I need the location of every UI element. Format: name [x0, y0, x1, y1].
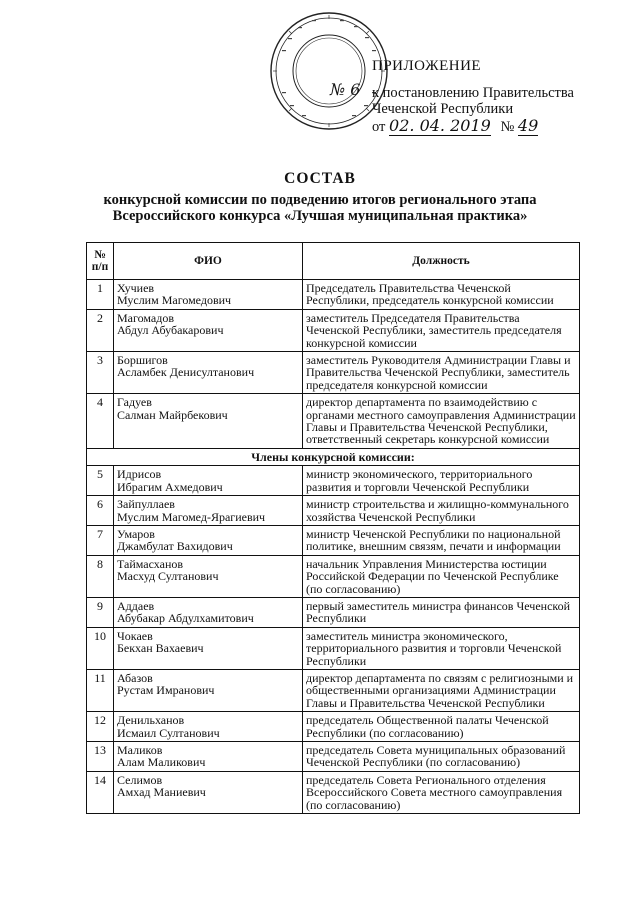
- leaders-body: [87, 280, 580, 449]
- row-surname: Селимов: [117, 772, 163, 787]
- table-row: [87, 525, 580, 555]
- row-number: 10: [87, 627, 114, 669]
- row-name: [114, 352, 303, 394]
- row-surname: Таймасханов: [117, 556, 184, 571]
- row-given-name: Ибрагим Ахмедович: [117, 479, 223, 494]
- row-surname: Хучиев: [117, 281, 155, 295]
- row-name: [114, 597, 303, 627]
- members-section-title: Члены конкурсной комиссии:: [87, 448, 580, 465]
- table-row: [87, 280, 580, 310]
- date-prefix: от: [372, 119, 386, 135]
- row-position: Председатель Правительства Чеченской Республики, председатель конкурсной комиссии: [303, 280, 580, 310]
- row-given-name: Абубакар Абдулхамитович: [117, 611, 254, 626]
- row-given-name: Масхуд Султанович: [117, 569, 219, 584]
- document-subtitle-1: конкурсной комиссии по подведению итогов регионального этапа: [103, 192, 537, 208]
- row-name: [114, 525, 303, 555]
- table-header-row: [87, 243, 580, 280]
- row-position: заместитель Председателя Правительства Чеченской Республики, заместитель председателя конкурсной комиссии: [303, 309, 580, 351]
- decree-date: 02. 04. 2019: [389, 116, 491, 135]
- header-name: ФИО: [114, 243, 303, 280]
- table-row: [87, 309, 580, 351]
- table-row: [87, 597, 580, 627]
- row-given-name: Абдул Абубакарович: [117, 323, 224, 338]
- row-number: 5: [87, 466, 114, 496]
- header-num: № п/п: [87, 243, 114, 280]
- row-number: 1: [87, 280, 114, 310]
- decree-line-1: к постановлению Правительства: [372, 85, 574, 101]
- row-surname: Зайпуллаев: [117, 497, 175, 512]
- row-number: 8: [87, 555, 114, 597]
- row-name: [114, 771, 303, 813]
- row-number: 11: [87, 669, 114, 711]
- table-row: [87, 712, 580, 742]
- row-position: директор департамента по взаимодействию с органами местного самоуправления Администрации Главы и Правительства Чеченской Республики, ответственный секретарь конкурсной комиссии: [303, 394, 580, 449]
- row-name: [114, 309, 303, 351]
- row-position: председатель Совета муниципальных образований Чеченской Республики (по согласованию): [303, 742, 580, 772]
- decree-date-line: [372, 116, 538, 136]
- row-surname: Гадуев: [117, 395, 152, 410]
- document-title: СОСТАВ: [284, 170, 356, 187]
- row-surname: Чокаев: [117, 628, 153, 643]
- table-row: [87, 466, 580, 496]
- document-subtitle-2: Всероссийского конкурса «Лучшая муниципальная практика»: [112, 208, 528, 224]
- row-surname: Маликов: [117, 743, 163, 757]
- members-section-row: [87, 448, 580, 465]
- row-given-name: Исмаил Султанович: [117, 725, 220, 740]
- table-row: [87, 742, 580, 772]
- row-number: 12: [87, 712, 114, 742]
- row-name: [114, 627, 303, 669]
- row-name: [114, 496, 303, 526]
- row-number: 13: [87, 742, 114, 772]
- appendix-number: № 6: [330, 80, 361, 99]
- table-row: [87, 627, 580, 669]
- table-row: [87, 352, 580, 394]
- row-given-name: Муслим Магомед-Ярагиевич: [117, 509, 266, 524]
- row-surname: Боршигов: [117, 353, 168, 368]
- row-given-name: Джамбулат Вахидович: [117, 539, 233, 554]
- row-name: [114, 669, 303, 711]
- table-row: [87, 394, 580, 449]
- row-name: [114, 555, 303, 597]
- decree-line-2: Чеченской Республики: [372, 101, 514, 117]
- appendix-label: ПРИЛОЖЕНИЕ: [372, 58, 482, 74]
- header-position: Должность: [303, 243, 580, 280]
- table-row: [87, 496, 580, 526]
- row-given-name: Алам Маликович: [117, 755, 206, 770]
- row-position: директор департамента по связям с религиозными и общественными организациями Администрации Главы и Правительства Чеченской Республики: [303, 669, 580, 711]
- number-sign: №: [500, 119, 515, 135]
- row-given-name: Рустам Имранович: [117, 683, 215, 698]
- row-surname: Магомадов: [117, 310, 174, 325]
- row-surname: Аддаев: [117, 598, 155, 613]
- row-number: 6: [87, 496, 114, 526]
- row-name: [114, 712, 303, 742]
- row-number: 14: [87, 771, 114, 813]
- row-number: 7: [87, 525, 114, 555]
- row-position: министр Чеченской Республики по национальной политике, внешним связям, печати и информации: [303, 525, 580, 555]
- row-name: [114, 394, 303, 449]
- table-row: [87, 555, 580, 597]
- decree-number: 49: [517, 116, 539, 135]
- row-number: 4: [87, 394, 114, 449]
- row-number: 2: [87, 309, 114, 351]
- members-body: [87, 466, 580, 814]
- row-name: [114, 280, 303, 310]
- row-surname: Умаров: [117, 526, 155, 541]
- commission-table: [86, 242, 580, 814]
- row-position: первый заместитель министра финансов Чеченской Республики: [303, 597, 580, 627]
- row-position: заместитель Руководителя Администрации Главы и Правительства Чеченской Республики, заместитель председателя конкурсной комиссии: [303, 352, 580, 394]
- row-position: начальник Управления Министерства юстиции Российской Федерации по Чеченской Республике (по согласованию): [303, 555, 580, 597]
- row-position: заместитель министра экономического, территориального развития и торговли Чеченской Республики: [303, 627, 580, 669]
- row-position: министр экономического, территориального развития и торговли Чеченской Республики: [303, 466, 580, 496]
- row-surname: Денильханов: [117, 713, 185, 728]
- row-position: министр строительства и жилищно-коммунального хозяйства Чеченской Республики: [303, 496, 580, 526]
- row-number: 3: [87, 352, 114, 394]
- row-given-name: Асламбек Денисултанович: [117, 365, 255, 380]
- row-surname: Абазов: [117, 670, 153, 685]
- row-given-name: Муслим Магомедович: [117, 293, 232, 308]
- row-name: [114, 742, 303, 772]
- table-row: [87, 771, 580, 813]
- table-row: [87, 669, 580, 711]
- row-number: 9: [87, 597, 114, 627]
- row-surname: Идрисов: [117, 467, 162, 482]
- row-position: председатель Общественной палаты Чеченской Республики (по согласованию): [303, 712, 580, 742]
- row-given-name: Амхад Маниевич: [117, 785, 206, 800]
- row-given-name: Салман Майрбекович: [117, 407, 228, 422]
- row-position: председатель Совета Регионального отделения Всероссийского Совета местного самоуправления (по согласованию): [303, 771, 580, 813]
- row-given-name: Бекхан Вахаевич: [117, 641, 204, 656]
- row-name: [114, 466, 303, 496]
